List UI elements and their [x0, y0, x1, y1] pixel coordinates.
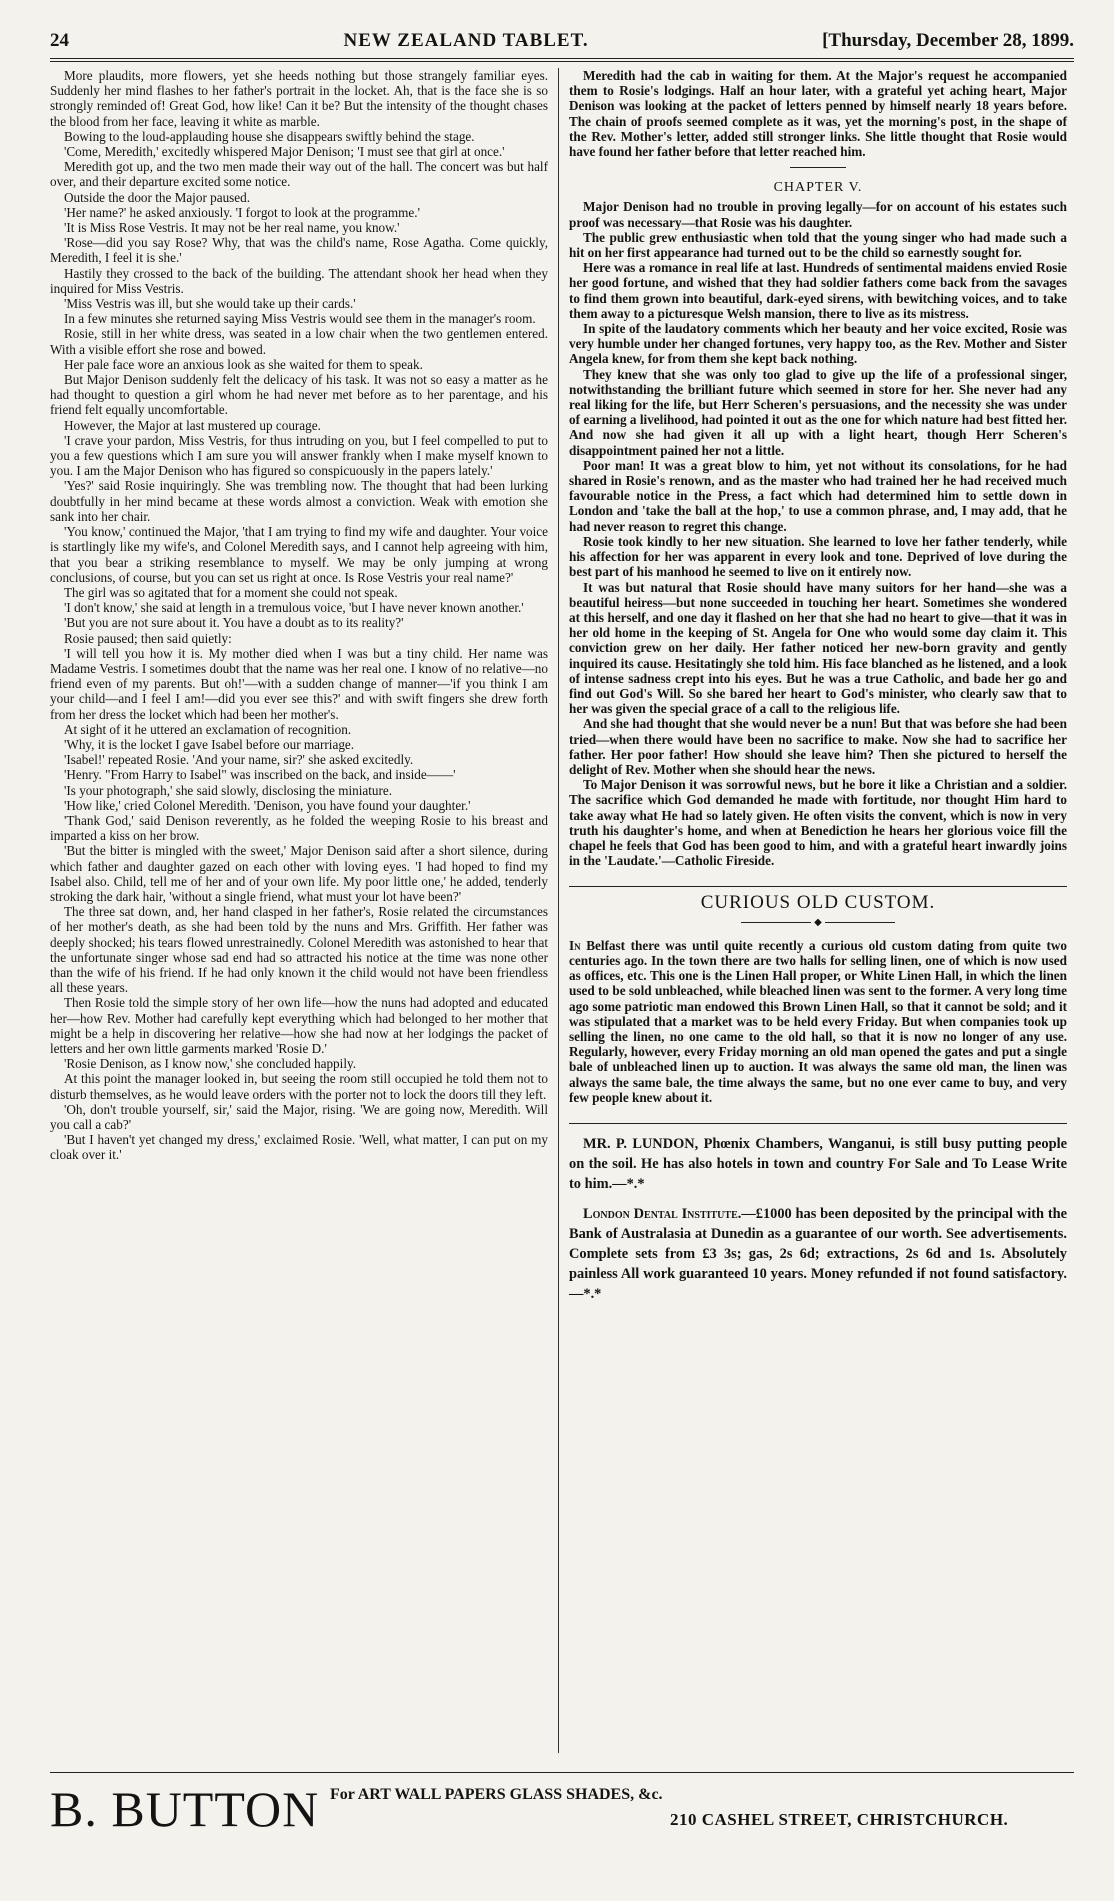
header-rule [50, 58, 1074, 62]
ad-dental-body: —£1000 has been deposited by the principal with the Bank of Australasia at Dunedin as a guarantee of our worth. See advertisements. Complete sets from £3 3s; gas, 2s 6d; extractions, 2s 6d and 1s. Absolutely painless All work guaranteed 10 years. Money refunded if not found satisfactory.—*.* [569, 1206, 1067, 1302]
footer-brand: B. BUTTON [50, 1781, 320, 1837]
chapter-body [569, 199, 1067, 868]
story-paragraph: 'Isabel!' repeated Rosie. 'And your name, sir?' she asked excitedly. [64, 752, 414, 768]
chapter-paragraph: Rosie took kindly to her new situation. She learned to love her father tenderly, while his affection for her was apparent in every look and tone. Deprived of love during the best part of his manhood he seemed to live on it entirely now. [569, 533, 1067, 580]
diamond-divider [569, 915, 1067, 930]
section-rule [569, 886, 1067, 887]
story-paragraph: The girl was so agitated that for a moment she could not speak. [64, 584, 398, 600]
story-paragraph: Outside the door the Major paused. [64, 189, 251, 205]
custom-title: CURIOUS OLD CUSTOM. [700, 892, 936, 914]
chapter-paragraph: They knew that she was only too glad to give up the life of a professional singer, notwithstanding the brilliant future which seemed in store for her. She never had any real liking for the life, but Herr Scheren's persuasions, and the necessity she was under of earning a livelihood, had pointed it out as the one for which nature had best fitted her. And now she had given it all up with a light heart, though Herr Scheren's disappointment pained her not a little. [569, 366, 1067, 458]
story-paragraph: 'Oh, don't trouble yourself, sir,' said the Major, rising. 'We are going now, Meredith. Will you call a cab?' [50, 1101, 548, 1133]
story-paragraph: 'I crave your pardon, Miss Vestris, for thus intruding on you, but I feel compelled to put to you a few questions which I am sure you will answer frankly when I make myself known to you. I am the Major Denison who has figured so conspicuously in the papers lately.' [50, 432, 548, 479]
ad-dental [569, 1204, 1067, 1304]
story-paragraph: Rosie paused; then said quietly: [64, 630, 232, 646]
story-paragraph: Then Rosie told the simple story of her own life—how the nuns had adopted and educated her—how Rev. Mother had carefully kept everything which had belonged to her mother that might be a help in discovering her relative—how she had now at her lodgings the packet of letters and her own little garments marked 'Rosie D.' [50, 995, 548, 1056]
story-paragraph: 'Come, Meredith,' excitedly whispered Major Denison; 'I must see that girl at once.' [64, 144, 505, 160]
chapter-paragraph: Here was a romance in real life at last. Hundreds of sentimental maidens envied Rosie her good fortune, and wished that they had soldier fathers come back from the savages to find them grown into beautiful, dark-eyed sirens, with bewitching voices, and to take them away to a picturesque Welsh mansion, there to live as its mistress. [569, 260, 1067, 321]
story-paragraph: 'Miss Vestris was ill, but she would take up their cards.' [64, 296, 356, 312]
footer-ad [50, 1780, 1074, 1840]
chapter-paragraph: It was but natural that Rosie should have many suitors for her hand—she was a beautiful heiress—but none succeeded in touching her heart. Sometimes she wondered at this herself, and one day it flashed on her that she had no heart to give—that it was in her old home in the keeping of St. Angela for One who would some day claim it. This conviction grew on her daily. Her father noticed her new-born gravity and gently inquired its cause. Hesitatingly she told him. His face blanched as he listened, and a look of intense sadness crept into his eyes. But he was a true Catholic, and bade her go and find out God's Will. So she bared her heart to God's minister, who clearly saw that to her was given the special grace of a call to the religious life. [569, 579, 1067, 717]
diamond-icon: ◆ [814, 916, 822, 928]
columns [50, 68, 1074, 1753]
story-paragraph: 'I don't know,' she said at length in a tremulous voice, 'but I have never known another.' [64, 600, 524, 616]
story-paragraph: 'Her name?' he asked anxiously. 'I forgot to look at the programme.' [64, 204, 420, 220]
chapter-rule [790, 167, 846, 168]
page-number: 24 [50, 30, 69, 51]
story-paragraph: 'But the bitter is mingled with the sweet,' Major Denison said after a short silence, during which father and daughter gazed on each other with loving eyes. 'I had hoped to find my Isabel also. Child, tell me of her and of your own life. My poor little one,' he added, tenderly stroking the dark hair, 'without a single friend, what must your lot have been?' [50, 843, 548, 904]
custom-article [569, 938, 1067, 1105]
footer-goods: For ART WALL PAPERS GLASS SHADES, &c. [330, 1786, 663, 1803]
masthead: NEW ZEALAND TABLET. [343, 30, 589, 51]
story-paragraph: Hastily they crossed to the back of the building. The attendant shook her head when they inquired for Miss Vestris. [50, 265, 548, 296]
story-paragraph: But Major Denison suddenly felt the delicacy of his task. It was not so easy a matter as he had thought to question a girl whom he had never met before as to her parentage, and his friend felt equally uncomfortable. [50, 372, 548, 418]
story-paragraph: 'Rosie Denison, as I know now,' she concluded happily. [64, 1056, 357, 1072]
left-column [50, 68, 558, 1753]
footer-rule [50, 1772, 1074, 1773]
story-paragraph: Meredith had the cab in waiting for them. At the Major's request he accompanied them to Rosie's lodgings. Half an hour later, with a grateful yet aching heart, Major Denison was looking at the packet of letters penned by himself nearly 18 years before. The chain of proofs seemed complete as it was, yet the morning's post, in the shape of the Rev. Mother's letter, added still stronger links. She little thought that Rosie would have found her father before that letter reached him. [569, 68, 1067, 160]
chapter-paragraph: Major Denison had no trouble in proving legally—for on account of his estates such proof was necessary—that Rosie was his daughter. [569, 199, 1067, 230]
story-paragraph: However, the Major at last mustered up courage. [64, 417, 321, 433]
chapter-paragraph: The public grew enthusiastic when told that the young singer who had made such a hit on her first appearance had turned out to be the child so earnestly sought for. [569, 229, 1067, 261]
chapter-heading: CHAPTER V. [773, 180, 863, 196]
story-paragraph: More plaudits, more flowers, yet she heeds nothing but those strangely familiar eyes. Suddenly her mind flashes to her father's portrait in the locket. Ah, that is the face she is so strongly reminded of! Great God, how like! Can it be? But the intensity of the thought chases the blood from her face, leaving it white as marble. [50, 68, 548, 129]
chapter-paragraph: And she had thought that she would never be a nun! But that was before she had been tried—when there would have been no sacrifice to make. Now she had to sacrifice her father. Her poor father! How should she leave him? Then she pictured to herself the delight of Rev. Mother when she should hear the news. [569, 716, 1067, 777]
story-paragraph: 'Is your photograph,' she said slowly, disclosing the miniature. [64, 782, 393, 798]
page-header [50, 30, 1074, 54]
story-paragraph: 'Why, it is the locket I gave Isabel before our marriage. [64, 736, 355, 752]
custom-dropcap: In [569, 937, 581, 953]
chapter-paragraph: Poor man! It was a great blow to him, yet not without its consolations, for he had shared in Rosie's renown, and as the master who had trained her he had received much favourable notice in the Press, a fact which had determined him to settle down in London and 'take the ball at the hop,' to use a common phrase, and, I may add, that he had never reason to regret this change. [569, 457, 1067, 534]
ad-dental-lead: London Dental Institute. [583, 1206, 742, 1222]
story-paragraph: 'Thank God,' said Denison reverently, as he folded the weeping Rosie to his breast and imparted a kiss on her brow. [50, 812, 548, 844]
ad-lundon: MR. P. LUNDON, Phœnix Chambers, Wanganui, is still busy putting people on the soil. He has also hotels in town and country For Sale and To Lease Write to him.—*.* [569, 1136, 1067, 1192]
story-paragraph: 'Yes?' said Rosie inquiringly. She was trembling now. The thought that had been lurking doubtfully in her mind became at these words almost a conviction. Weak with emotion she sank into her chair. [50, 478, 548, 524]
story-paragraph: 'But I haven't yet changed my dress,' exclaimed Rosie. 'Well, what matter, I can put on my cloak over it.' [50, 1132, 548, 1163]
footer-address: 210 CASHEL STREET, CHRISTCHURCH. [670, 1810, 1009, 1829]
story-paragraph: 'Henry. "From Harry to Isabel" was inscribed on the back, and inside——' [64, 767, 456, 783]
story-paragraph: At this point the manager looked in, but seeing the room still occupied he told them not to disturb themselves, as he would leave orders with the porter not to lock the doors till they left. [50, 1071, 548, 1102]
advertisements [569, 1134, 1067, 1304]
story-paragraph: Bowing to the loud-applauding house she disappears swiftly behind the stage. [64, 128, 475, 144]
story-paragraph: 'You know,' continued the Major, 'that I am trying to find my wife and daughter. Your voice is startlingly like my wife's, and Colonel Meredith says, and I cannot help agreeing with him, that you bear a striking resemblance to myself. We may be only jumping at wrong conclusions, of course, but you can set us right at once. Is Rose Vestris your real name?' [50, 524, 548, 585]
story-paragraph: The three sat down, and, her hand clasped in her father's, Rosie related the circumstances of her mother's death, as she had been told by the nuns and Mrs. Griffith. Her father was deeply shocked; his tears flowed unrestrainedly. Colonel Meredith was astonished to hear that the unfortunate singer whose sad end had so attracted his notice at the time was none other than the wife of his friend. If he had only known it the child would not have been friendless all these years. [50, 904, 548, 996]
ads-rule [569, 1123, 1067, 1124]
chapter-paragraph: To Major Denison it was sorrowful news, but he bore it like a Christian and a soldier. The sacrifice which God demanded he made with fortitude, nor thought Him hard to take away what He had so lately given. He often visits the convent, which is now in very truth his daughter's home, and when at Benediction he hears her glorious voice fill the chapel he feels that God has been good to him, and with a grateful heart inwardly joins in the 'Laudate.'—Catholic Fireside. [569, 777, 1067, 869]
story-paragraph: At sight of it he uttered an exclamation of recognition. [64, 721, 352, 737]
story-paragraph: 'But you are not sure about it. You have a doubt as to its reality?' [64, 615, 404, 631]
story-paragraph: 'How like,' cried Colonel Meredith. 'Denison, you have found your daughter.' [64, 797, 471, 813]
story-paragraph: 'I will tell you how it is. My mother died when I was but a tiny child. Her name was Madame Vestris. I sometimes doubt that the name was her real one. I know of no relative—no friend even of my parents. But oh!'—with a sudden change of manner—'if you think I am your child—and I feel I am!—did you ever see this?' and with swift fingers she drew forth from her dress the locket which had been her mother's. [50, 645, 548, 722]
story-paragraph: 'It is Miss Rose Vestris. It may not be her real name, you know.' [64, 220, 400, 236]
chapter-paragraph: In spite of the laudatory comments which her beauty and her voice excited, Rosie was very humble under her changed fortunes, very happy too, as the Rev. Mother and Sister Angela knew, for from them she kept back nothing. [569, 321, 1067, 367]
issue-date: [Thursday, December 28, 1899. [822, 30, 1074, 51]
story-continuation [569, 68, 1067, 159]
story-paragraph: Meredith got up, and the two men made their way out of the hall. The concert was but half over, and their departure excited some notice. [50, 159, 548, 190]
story-paragraph: Her pale face wore an anxious look as she waited for them to speak. [64, 356, 423, 372]
right-column [558, 68, 1067, 1753]
story-paragraph: 'Rose—did you say Rose? Why, that was the child's name, Rose Agatha. Come quickly, Meredith, I feel it is she.' [50, 235, 548, 266]
story-paragraph: Rosie, still in her white dress, was seated in a low chair when the two gentlemen entered. With a visible effort she rose and bowed. [50, 326, 548, 357]
story-paragraph: In a few minutes she returned saying Miss Vestris would see them in the manager's room. [64, 311, 536, 327]
custom-body: Belfast there was until quite recently a curious old custom dating from quite two centuries ago. In the town there are two halls for selling linen, one of which is now used as offices, etc. This one is the Linen Hall proper, or White Linen Hall, in which the linen used to be sold unbleached, while bleached linen was sent to the former. A very long time ago some patriotic man endowed this Brown Linen Hall, so that it cannot be sold; and it was stipulated that a market was to be held every Friday. But when companies took up selling the linen, no one came to the old hall, so that it is now no longer of any use. Regularly, however, every Friday morning an old man opened the gates and put a single bale of unbleached linen up to auction. It was always the same old man, the linen was always the same bale, the time always the same, but no one ever came to buy, and very few people knew about it. [569, 937, 1067, 1105]
